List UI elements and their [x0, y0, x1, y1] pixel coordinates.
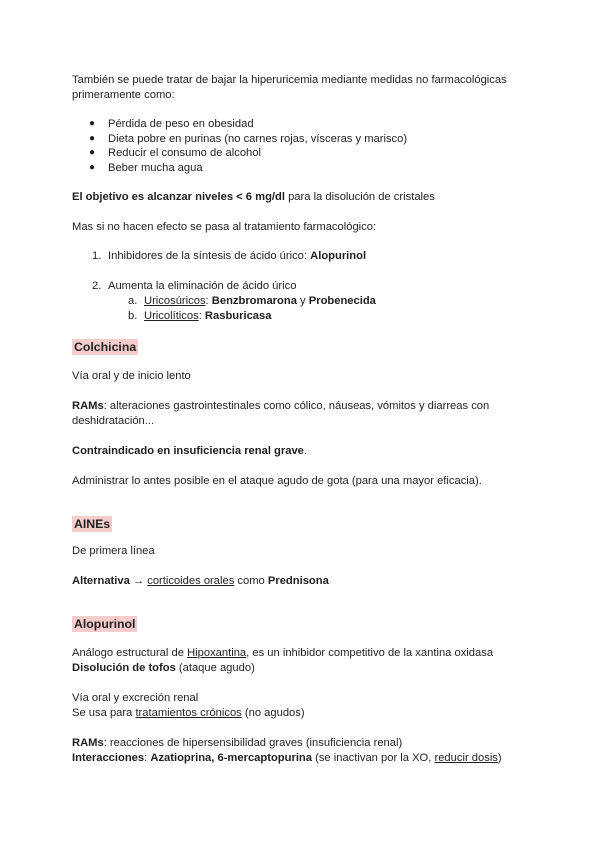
list-item: ● Beber mucha agua	[89, 161, 203, 174]
colchicina-administration: Administrar lo antes posible en el ataque agudo de gota (para una mayor eficacia).	[72, 474, 482, 487]
colchicina-rams: RAMs: alteraciones gastrointestinales como cólico, náuseas, vómitos y diarreas con deshidratación...	[72, 399, 490, 427]
bullet-icon: ●	[89, 147, 96, 159]
alopurinol-rams: RAMs: reacciones de hipersensibilidad graves (insuficiencia renal) Interacciones: Azatioprina, 6-mercaptopurina (se inactivan por la XO, reducir dosis)	[72, 736, 502, 764]
bullet-icon: ●	[89, 132, 96, 144]
document-page	[72, 72, 532, 766]
treatment-item-2: 2. Aumenta la eliminación de ácido úrico	[92, 280, 297, 293]
treatment-item-1: 1. Inhibidores de la síntesis de ácido úrico: Alopurinol	[92, 250, 367, 263]
list-item: ● Pérdida de peso en obesidad	[89, 118, 254, 130]
aines-alternative: Alternativa → corticoides orales como Prednisona	[72, 574, 329, 587]
colchicina-heading-row	[72, 339, 532, 355]
list-item: ● Reducir el consumo de alcohol	[89, 147, 261, 160]
bullet-icon: ●	[89, 161, 96, 173]
aines-heading: AINEs	[74, 516, 111, 531]
alopurinol-route: Vía oral y excreción renal Se usa para tratamientos crónicos (no agudos)	[72, 691, 305, 719]
alopurinol-heading-row	[72, 616, 532, 632]
alopurinol-heading: Alopurinol	[74, 616, 136, 631]
aines-first-line: De primera línea	[72, 544, 155, 557]
objective-text: El objetivo es alcanzar niveles < 6 mg/dl para la disolución de cristales	[72, 191, 435, 204]
list-item: ● Dieta pobre en purinas (no carnes rojas, vísceras y marisco)	[89, 132, 408, 145]
colchicina-contraindication: Contraindicado en insuficiencia renal grave.	[72, 444, 308, 457]
transition-text: Mas si no hacen efecto se pasa al tratamiento farmacológico:	[72, 221, 377, 234]
non-pharma-measures-list	[72, 117, 532, 175]
aines-heading-row	[72, 516, 532, 532]
colchicina-heading: Colchicina	[74, 339, 137, 354]
colchicina-route: Vía oral y de inicio lento	[72, 369, 191, 382]
alopurinol-analog: Análogo estructural de Hipoxantina, es un inhibidor competitivo de la xantina oxidasa Disolución de tofos (ataque agudo)	[72, 646, 494, 674]
bullet-icon: ●	[89, 118, 96, 129]
treatment-subitem-a: a. Uricosúricos: Benzbromarona y Probenecida	[128, 295, 376, 308]
treatment-subitem-b: b. Uricolíticos: Rasburicasa	[128, 309, 272, 322]
intro-text: También se puede tratar de bajar la hiperuricemia mediante medidas no farmacológicas primeramente como:	[72, 74, 507, 101]
